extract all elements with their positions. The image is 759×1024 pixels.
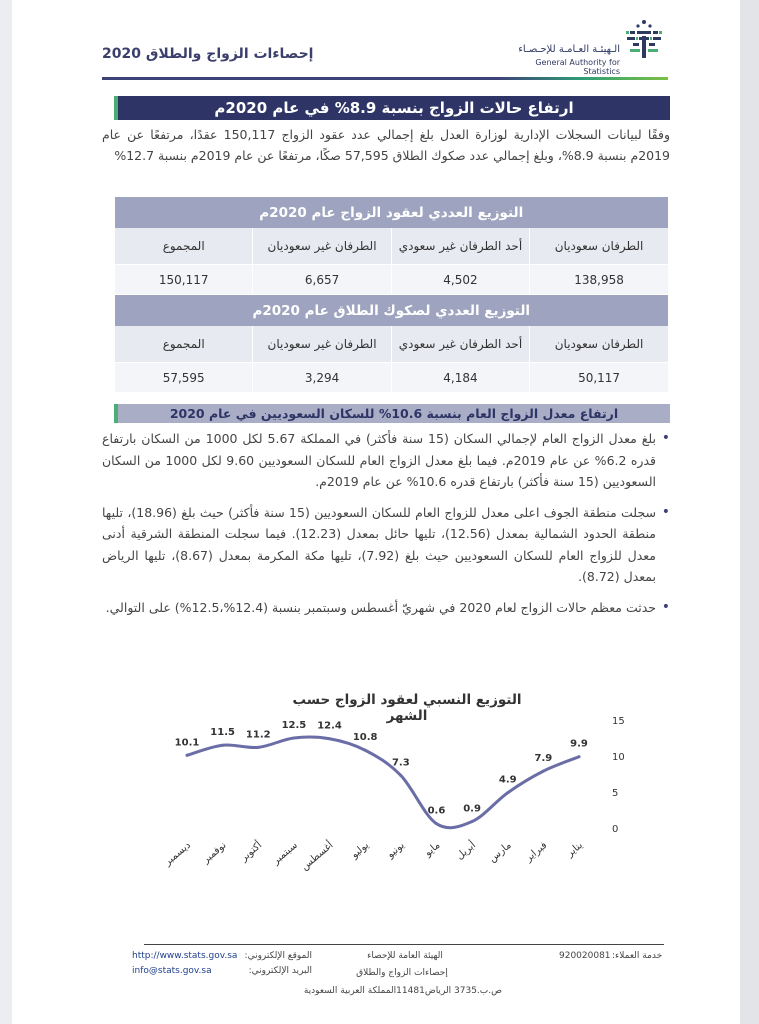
table-value-cell: 50,117 bbox=[530, 363, 668, 393]
x-tick-label: ديسمبر bbox=[162, 839, 193, 868]
footer-dept: إحصاءات الزواج والطلاق bbox=[356, 968, 448, 978]
data-label: 0.6 bbox=[427, 805, 446, 817]
table-header-cell: الطرفان سعوديان bbox=[530, 228, 668, 265]
divorce-table bbox=[114, 295, 668, 392]
org-name-english: General Authority for Statistics bbox=[535, 58, 620, 76]
x-tick-label: نوفمبر bbox=[200, 839, 229, 866]
list-item: • سجلت منطقة الجوف اعلى معدل للزواج العام للسكان السعوديين (15 سنة فأكثر) حيث بلغ (18.96)، تليها منطقة الحدود الشمالية بمعدل (12.56)، تليها حائل بمعدل (12.23). فيما سجلت المنطقة الشرقية أدنى معدل للزواج العام للسكان السعوديين حيث بلغ (7.92)، تليها مكة المكرمة بمعدل (8.67)، تليها الرياض بمعدل (8.72). bbox=[102, 502, 656, 588]
email-link[interactable] bbox=[132, 966, 212, 976]
footer-email-label: البريد الإلكتروني: bbox=[248, 966, 312, 976]
table-header-cell: المجموع bbox=[115, 228, 253, 265]
x-tick-label: أبريل bbox=[454, 839, 479, 863]
y-tick-label: 5 bbox=[612, 788, 619, 799]
table-header-cell: أحد الطرفان غير سعودي bbox=[391, 228, 529, 265]
data-point bbox=[257, 746, 260, 749]
data-label: 0.9 bbox=[463, 803, 481, 815]
table-header-cell: الطرفان غير سعوديان bbox=[253, 326, 391, 363]
data-label: 7.9 bbox=[534, 753, 553, 765]
table-value-cell: 57,595 bbox=[115, 363, 253, 393]
series-line bbox=[187, 737, 579, 828]
data-label: 12.4 bbox=[317, 720, 342, 732]
data-label: 4.9 bbox=[498, 774, 517, 786]
list-item: • بلغ معدل الزواج العام لإجمالي السكان (15 سنة فأكثر) في المملكة 5.67 لكل 1000 من السكان بارتفاع قدره 6.2% عن عام 2019م. فيما بلغ معدل الزواج العام للسكان السعوديين 9.60 لكل 1000 من السكان السعوديين (15 سنة فأكثر) بارتفاع قدره 10.6% عن عام 2019م. bbox=[102, 428, 656, 493]
data-label: 12.5 bbox=[281, 720, 307, 731]
y-tick-label: 0 bbox=[612, 824, 619, 835]
y-tick-label: 10 bbox=[612, 752, 625, 763]
data-point bbox=[578, 755, 581, 758]
chart-title: التوزيع النسبي لعقود الزواج حسب الشهر bbox=[292, 692, 522, 724]
report-page bbox=[12, 0, 740, 1024]
main-headline: ارتفاع حالات الزواج بنسبة 8.9% في عام 2020م bbox=[114, 96, 670, 120]
footer-org: الهيئة العامة للإحصاء bbox=[367, 951, 443, 961]
table-header-cell: المجموع bbox=[115, 326, 253, 363]
table-header-cell: أحد الطرفان غير سعودي bbox=[391, 326, 529, 363]
data-label: 9.9 bbox=[570, 738, 588, 750]
x-tick-label: أغسطس bbox=[299, 839, 336, 873]
x-tick-label: يونيو bbox=[385, 839, 407, 861]
report-title: إحصاءات الزواج والطلاق 2020 bbox=[102, 46, 314, 62]
table-header-cell: الطرفان سعوديان bbox=[530, 326, 668, 363]
data-label: 11.2 bbox=[245, 729, 271, 741]
table-value-cell: 4,184 bbox=[391, 363, 529, 393]
table-value-cell: 6,657 bbox=[253, 265, 391, 295]
footer-divider bbox=[144, 944, 664, 945]
data-point bbox=[435, 822, 438, 825]
x-tick-label: يناير bbox=[564, 839, 585, 860]
footer-service-label: خدمة العملاء: bbox=[612, 951, 663, 961]
list-item: • حدثت معظم حالات الزواج لعام 2020 في شهريّ أغسطس وسبتمبر بنسبة (12.4%،12.5%) على التوالي. bbox=[102, 597, 656, 619]
header-divider bbox=[102, 77, 668, 80]
website-url[interactable]: http://www.stats.gov.sa bbox=[132, 951, 238, 961]
website-link[interactable] bbox=[132, 951, 237, 961]
data-point bbox=[221, 744, 224, 747]
x-tick-label: مارس bbox=[487, 839, 514, 865]
data-label: 7.3 bbox=[391, 757, 410, 769]
data-point bbox=[542, 770, 545, 773]
footer-website-label: الموقع الإلكتروني: bbox=[244, 951, 312, 961]
page-edge bbox=[740, 0, 759, 1024]
monthly-marriage-chart bbox=[12, 708, 740, 898]
data-point bbox=[471, 820, 474, 823]
data-point bbox=[364, 749, 367, 752]
findings-list bbox=[102, 428, 672, 627]
data-label: 10.1 bbox=[174, 737, 200, 749]
section-headline: ارتفاع معدل الزواج العام بنسبة 10.6% للسكان السعوديين في عام 2020 bbox=[114, 404, 670, 423]
x-tick-label: يوليو bbox=[349, 839, 372, 861]
table-value-cell: 4,502 bbox=[391, 265, 529, 295]
email-address[interactable]: info@stats.gov.sa bbox=[132, 966, 212, 976]
data-point bbox=[186, 754, 189, 757]
org-name-arabic: الـهيئـة العـامـة للإحـصـاء bbox=[518, 44, 620, 55]
divorce-table-title: التوزيع العددي لصكوك الطلاق عام 2020م bbox=[115, 295, 669, 326]
data-point bbox=[292, 737, 295, 740]
intro-paragraph: وفقًا لبيانات السجلات الإدارية لوزارة العدل بلغ إجمالي عدد عقود الزواج 150,117 عقدًا، مرتفعًا عن عام 2019م بنسبة 8.9%، وبلغ إجمالي عدد صكوك الطلاق 57,595 صكًا، مرتفعًا عن عام 2019م بنسبة 12.7% bbox=[102, 127, 670, 163]
x-tick-label: أكتوبر bbox=[238, 839, 265, 864]
gastat-logo-icon bbox=[624, 18, 664, 64]
table-value-cell: 150,117 bbox=[115, 265, 253, 295]
table-value-cell: 138,958 bbox=[530, 265, 668, 295]
data-label: 10.8 bbox=[352, 732, 378, 744]
table-value-cell: 3,294 bbox=[253, 363, 391, 393]
y-tick-label: 15 bbox=[612, 716, 625, 727]
data-point bbox=[399, 774, 402, 777]
x-tick-label: سبتمبر bbox=[270, 839, 300, 867]
data-point bbox=[328, 737, 331, 740]
marriage-table-title: التوزيع العددي لعقود الزواج عام 2020م bbox=[115, 197, 669, 228]
x-tick-label: فبراير bbox=[523, 839, 550, 864]
table-header-cell: الطرفان غير سعوديان bbox=[253, 228, 391, 265]
data-label: 11.5 bbox=[210, 727, 235, 739]
x-tick-label: مايو bbox=[422, 839, 443, 859]
footer-service-number: 920020081 bbox=[559, 951, 611, 961]
footer-address: ص.ب.3735 الرياض11481المملكة العربية السعودية bbox=[303, 986, 502, 996]
marriage-table bbox=[114, 197, 668, 294]
data-point bbox=[506, 791, 509, 794]
